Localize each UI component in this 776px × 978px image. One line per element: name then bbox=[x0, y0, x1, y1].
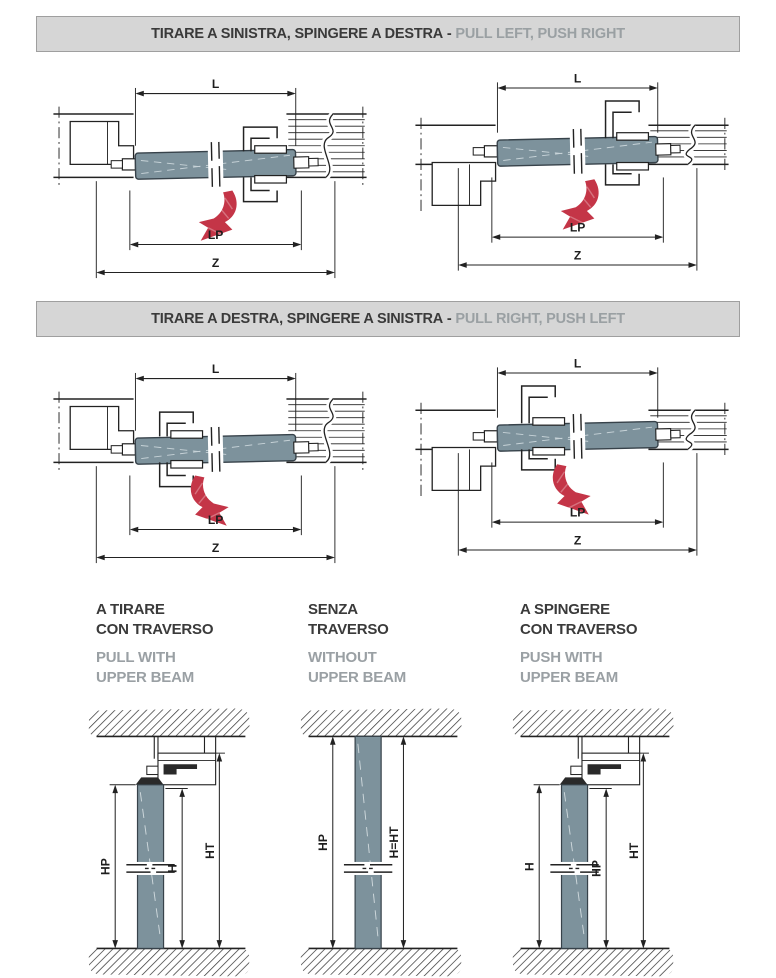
dimension-inner bbox=[166, 788, 185, 948]
dimension-l bbox=[497, 356, 657, 375]
wall-right-section bbox=[286, 392, 366, 470]
column-titles bbox=[308, 600, 486, 687]
dimension-left bbox=[99, 785, 118, 949]
column-titles bbox=[96, 600, 274, 687]
section-diagram-without-beam bbox=[290, 699, 476, 978]
title-english-line2: UPPER BEAM bbox=[96, 668, 195, 686]
title-italian-line1: A SPINGERE bbox=[520, 601, 610, 618]
plan-row-1 bbox=[0, 52, 776, 293]
title-english-line2: UPPER BEAM bbox=[308, 668, 407, 686]
title-italian-line2: TRAVERSO bbox=[308, 620, 389, 638]
dimension-z bbox=[458, 248, 697, 267]
dimension-z bbox=[96, 541, 335, 560]
door-leaf bbox=[355, 736, 381, 948]
section-diagram-pull-with-beam bbox=[78, 699, 264, 978]
svg-text:HP: HP bbox=[316, 834, 331, 851]
dimension-lp bbox=[492, 220, 663, 239]
svg-text:HT: HT bbox=[202, 842, 217, 859]
dimension-z bbox=[96, 256, 335, 275]
title-english-line1: WITHOUT bbox=[308, 649, 377, 666]
dimension-inner bbox=[590, 788, 609, 948]
floor-hatch bbox=[89, 948, 250, 976]
wall-left-section bbox=[415, 118, 497, 213]
column-titles bbox=[520, 600, 698, 687]
banner-separator: - bbox=[443, 311, 456, 327]
column-push-with-beam bbox=[502, 600, 698, 978]
dimension-l bbox=[135, 362, 295, 381]
ceiling-hatch bbox=[513, 709, 674, 737]
banner-separator: - bbox=[443, 26, 456, 42]
leaf-break-mark bbox=[208, 427, 224, 472]
title-italian-line1: SENZA bbox=[308, 601, 358, 618]
ceiling-hatch bbox=[89, 709, 250, 737]
svg-text:L: L bbox=[211, 76, 220, 91]
leaf-break-mark bbox=[344, 862, 392, 875]
title-italian-line1: A TIRARE bbox=[96, 601, 165, 618]
title-english-line1: PULL WITH bbox=[96, 649, 176, 666]
column-without-beam bbox=[290, 600, 486, 978]
svg-text:Z: Z bbox=[573, 248, 582, 263]
wall-right-section bbox=[286, 107, 366, 185]
leaf-break-mark bbox=[208, 142, 224, 187]
door-leaf bbox=[497, 127, 681, 176]
svg-text:H: H bbox=[165, 864, 180, 873]
title-english-line1: PUSH WITH bbox=[520, 649, 603, 666]
upper-beam-mechanism bbox=[560, 736, 640, 784]
svg-text:HP: HP bbox=[98, 858, 113, 875]
title-italian-line2: CON TRAVERSO bbox=[520, 620, 638, 638]
svg-text:L: L bbox=[211, 361, 220, 376]
svg-text:LP: LP bbox=[569, 220, 586, 235]
svg-text:H: H bbox=[522, 862, 537, 871]
wall-left-section bbox=[53, 392, 135, 470]
dimension-lp bbox=[130, 513, 301, 532]
section-diagram-push-with-beam bbox=[502, 699, 688, 978]
svg-text:Z: Z bbox=[573, 533, 582, 548]
upper-beam-mechanism bbox=[136, 736, 216, 784]
wall-left-section bbox=[415, 403, 497, 498]
dimension-h-ht bbox=[387, 736, 406, 948]
dimension-l bbox=[497, 71, 657, 90]
plan-diagram-pull-left bbox=[42, 60, 378, 293]
floor-hatch bbox=[513, 948, 674, 976]
door-leaf bbox=[135, 425, 319, 474]
dimension-lp bbox=[492, 505, 663, 524]
banner-text-italian: TIRARE A SINISTRA, SPINGERE A DESTRA bbox=[151, 26, 444, 42]
door-leaf bbox=[135, 140, 319, 189]
svg-text:LP: LP bbox=[207, 227, 224, 242]
wall-left-section bbox=[53, 107, 135, 185]
plan-diagram-push-right bbox=[404, 60, 740, 293]
svg-text:L: L bbox=[573, 356, 582, 371]
leaf-break-mark bbox=[570, 414, 586, 459]
banner-pull-right-push-left bbox=[36, 301, 740, 337]
leaf-break-mark bbox=[570, 129, 586, 174]
svg-text:LP: LP bbox=[207, 512, 224, 527]
banner-pull-left-push-right bbox=[36, 16, 740, 52]
title-italian-line2: CON TRAVERSO bbox=[96, 620, 214, 638]
dimension-lp bbox=[130, 228, 301, 247]
plan-row-2 bbox=[0, 337, 776, 578]
section-row bbox=[0, 600, 776, 978]
dimension-z bbox=[458, 533, 697, 552]
svg-text:LP: LP bbox=[569, 505, 586, 520]
banner-text-english: PULL LEFT, PUSH RIGHT bbox=[455, 26, 625, 42]
svg-text:H=HT: H=HT bbox=[386, 826, 401, 859]
dimension-left bbox=[523, 785, 542, 949]
svg-text:HP: HP bbox=[589, 860, 604, 877]
door-leaf bbox=[497, 412, 681, 461]
svg-text:Z: Z bbox=[211, 540, 220, 555]
banner-text-english: PULL RIGHT, PUSH LEFT bbox=[455, 311, 625, 327]
svg-text:L: L bbox=[573, 71, 582, 86]
plan-diagram-pull-right bbox=[42, 345, 378, 578]
banner-text-italian: TIRARE A DESTRA, SPINGERE A SINISTRA bbox=[151, 311, 444, 327]
floor-hatch bbox=[301, 948, 462, 976]
column-pull-with-beam bbox=[78, 600, 274, 978]
svg-text:Z: Z bbox=[211, 255, 220, 270]
dimension-hp bbox=[316, 736, 335, 948]
plan-diagram-push-left bbox=[404, 345, 740, 578]
title-english-line2: UPPER BEAM bbox=[520, 668, 619, 686]
svg-text:HT: HT bbox=[626, 842, 641, 859]
ceiling-hatch bbox=[301, 709, 462, 737]
dimension-l bbox=[135, 77, 295, 96]
